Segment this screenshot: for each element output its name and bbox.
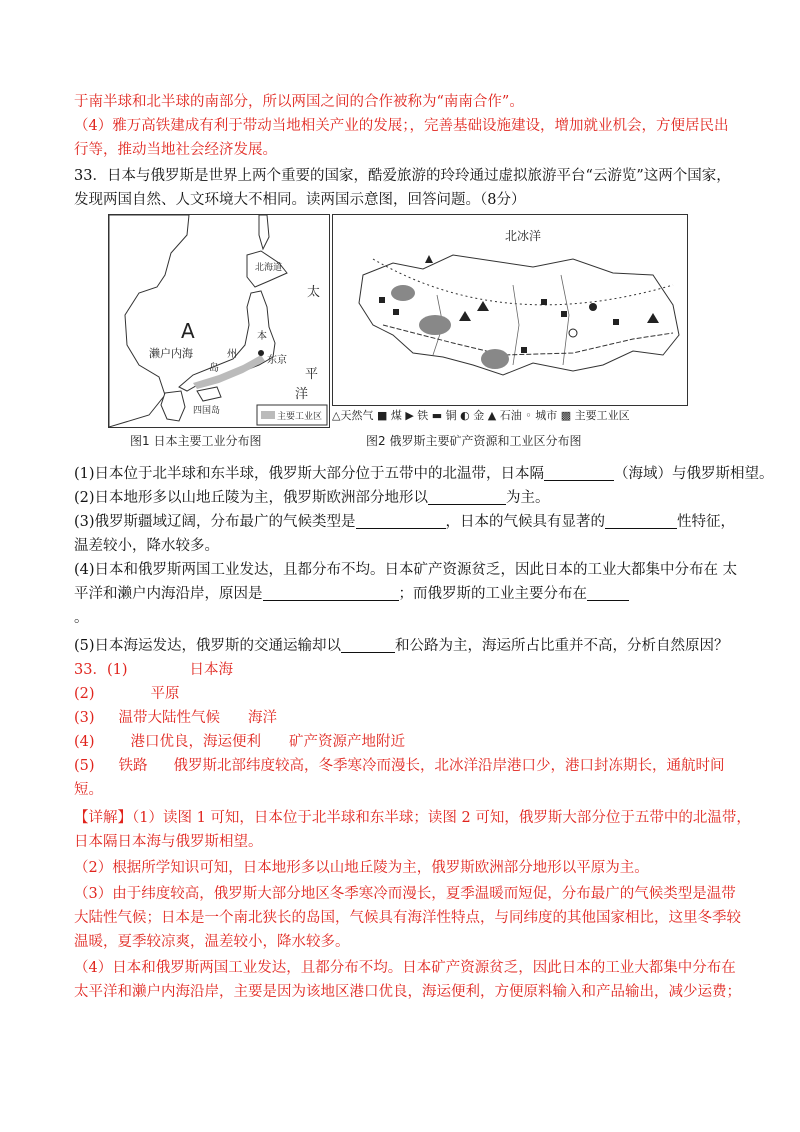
question-intro: 发现两国自然、人文环境大不相同。读两国示意图，回答问题。（8分） (74, 192, 526, 208)
question-4-cont: 平洋和濑户内海沿岸，原因是 ；而俄罗斯的工业主要分布在 (74, 582, 730, 606)
label-zhou: 州 (227, 349, 237, 360)
label-setonaikai: 濑户内海 (149, 347, 193, 360)
answer-5-cont: 短。 (74, 782, 103, 798)
label-ben: 本 (257, 331, 267, 342)
question-3: (3)俄罗斯疆域辽阔，分布最广的气候类型是 ，日本的气候具有显著的 性特征， (74, 514, 736, 530)
question-intro: 33．日本与俄罗斯是世界上两个重要的国家，酷爱旅游的玲玲通过虚拟旅游平台“云游览”这两个国家， (74, 168, 731, 184)
answer-1: 33．(1) 日本海 (74, 662, 233, 678)
question-1: (1)日本位于北半球和东半球，俄罗斯大部分位于五带中的北温带，日本隔 （海域）与俄罗斯相望。 (74, 466, 774, 482)
answer-line: 行等，推动当地社会经济发展。 (74, 142, 277, 158)
answer-blank[interactable] (605, 512, 677, 529)
question-5: (5)日本海运发达，俄罗斯的交通运输却以 和公路为主，海运所占比重并不高，分析自然原因？ (74, 638, 729, 654)
label-hokkaido: 北海道 (255, 263, 283, 273)
fig2-caption: 图2 俄罗斯主要矿产资源和工业区分布图 (366, 434, 582, 448)
label-shikoku: 四国岛 (193, 406, 221, 416)
label-dao: 岛 (209, 363, 219, 374)
explain-line: 【详解】（1）读图 1 可知，日本位于北半球和东半球；读图 2 可知，俄罗斯大部分位于五带中的北温带， (74, 810, 751, 826)
explain-line: 日本隔日本海与俄罗斯相望。 (74, 834, 263, 850)
russia-map (332, 214, 688, 406)
figures-area (74, 214, 730, 462)
answer-line: 于南半球和北半球的南部分，所以两国之间的合作被称为“南南合作”。 (74, 94, 524, 110)
question-4-end: 。 (74, 610, 89, 626)
answer-5: (5) 铁路 俄罗斯北部纬度较高，冬季寒冷而漫长，北冰洋沿岸港口少，港口封冻期长，通航时间 (74, 758, 725, 774)
answer-3: (3) 温带大陆性气候 海洋 (74, 710, 278, 726)
question-2: (2)日本地形多以山地丘陵为主，俄罗斯欧洲部分地形以 为主。 (74, 490, 550, 506)
explain-line: 温暖，夏季较凉爽，温差较小，降水较多。 (74, 934, 350, 950)
document-page (74, 90, 774, 1004)
explain-line: （3）由于纬度较高，俄罗斯大部分地区冬季寒冷而漫长，夏季温暖而短促，分布最广的气候类型是温带 (74, 886, 736, 902)
answer-blank[interactable] (263, 584, 399, 601)
answer-blank[interactable] (428, 488, 506, 505)
label-a: A (181, 319, 195, 343)
answer-blank[interactable] (356, 512, 446, 529)
explain-line: （4）日本和俄罗斯两国工业发达，且都分布不均。日本矿产资源贫乏，因此日本的工业大都集中分布在 (74, 960, 736, 976)
explain-line: （2）根据所学知识可知，日本地形多以山地丘陵为主，俄罗斯欧洲部分地形以平原为主。 (74, 860, 649, 876)
japan-map (108, 214, 330, 428)
fig2-legend: △天然气 ■ 煤 ▶ 铁 ▬ 铜 ◐ 金 ▲ 石油 ◦ 城市 ▩ 主要工业区 (332, 409, 630, 422)
explain-line: 大陆性气候；日本是一个南北狭长的岛国，气候具有海洋性特点，与同纬度的其他国家相比，这里冬季较 (74, 910, 741, 926)
label-arctic-ocean: 北冰洋 (505, 229, 542, 243)
answer-2: (2) 平原 (74, 686, 180, 702)
label-tokyo: 东京 (267, 355, 287, 366)
answer-4: (4) 港口优良，海运便利 矿产资源产地附近 (74, 734, 406, 750)
question-3-cont: 温差较小，降水较多。 (74, 538, 219, 554)
fig1-caption: 图1 日本主要工业分布图 (130, 434, 262, 448)
answer-blank[interactable] (544, 464, 614, 481)
legend-industrial: 主要工业区 (277, 412, 323, 422)
question-4: (4)日本和俄罗斯两国工业发达，且都分布不均。日本矿产资源贫乏，因此日本的工业大都集中分布在 太 (74, 562, 738, 578)
answer-blank[interactable] (341, 636, 395, 653)
explain-line: 太平洋和濑户内海沿岸，主要是因为该地区港口优良，海运便利，方便原料输入和产品输出，减少运费； (74, 984, 741, 1000)
label-tai: 太 (307, 285, 321, 300)
label-ping: 平 (305, 367, 319, 382)
label-yang: 洋 (295, 387, 309, 402)
answer-blank[interactable] (587, 584, 629, 601)
answer-line: （4）雅万高铁建成有利于带动当地相关产业的发展；，完善基础设施建设，增加就业机会，方便居民出 (74, 118, 729, 134)
